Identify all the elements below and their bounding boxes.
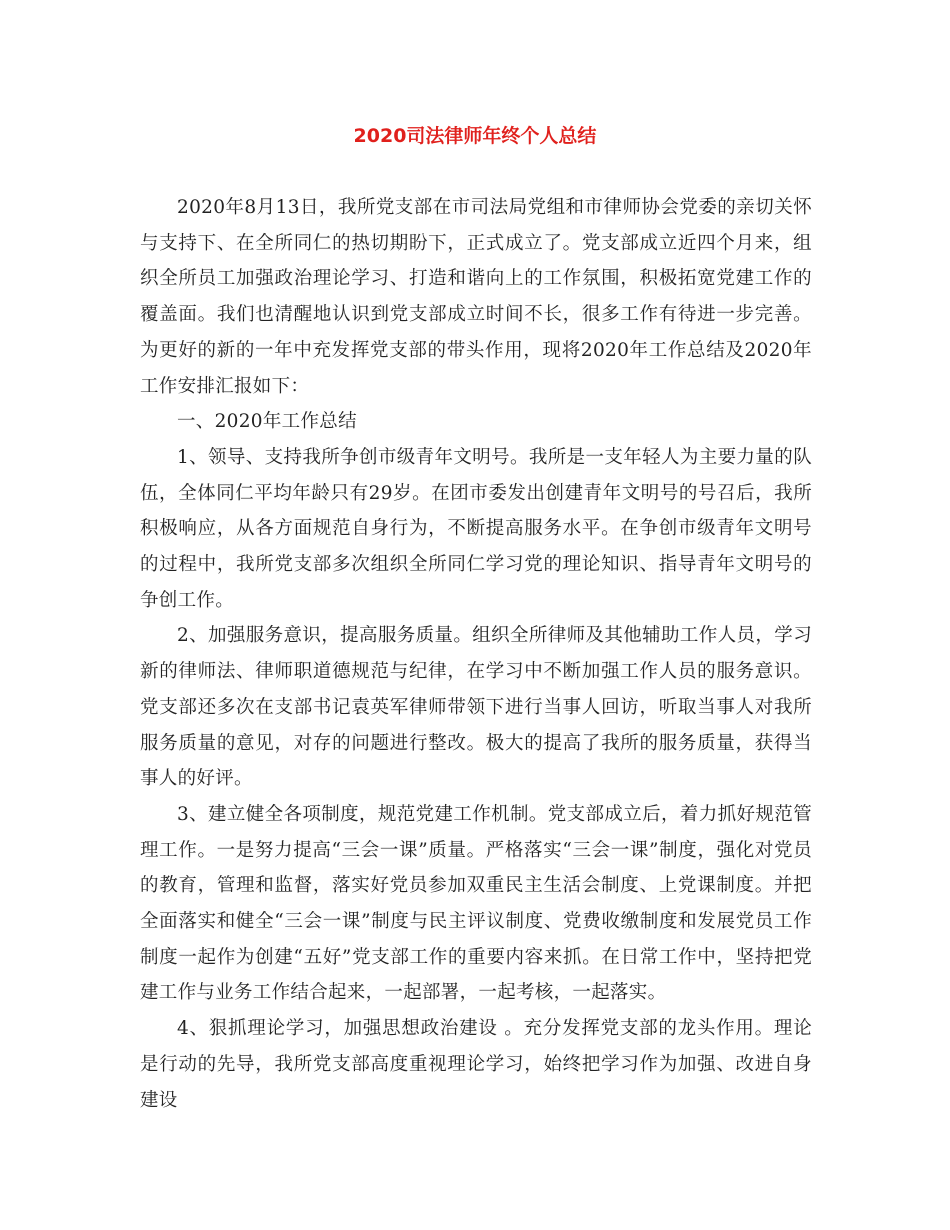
paragraph-item-2: 2、加强服务意识，提高服务质量。组织全所律师及其他辅助工作人员，学习新的律师法、律师职道德规范与纪律，在学习中不断加强工作人员的服务意识。党支部还多次在支部书记袁英军律师带领下进行当事人回访，听取当事人对我所服务质量的意见，对存的问题进行整改。极大的提高了我所的服务质量，获得当事人的好评。: [140, 625, 812, 790]
paragraph-item-1: 1、领导、支持我所争创市级青年文明号。我所是一支年轻人为主要力量的队伍，全体同仁平均年龄只有29岁。在团市委发出创建青年文明号的号召后，我所积极响应，从各方面规范自身行为，不断提高服务水平。在争创市级青年文明号的过程中，我所党支部多次组织全所同仁学习党的理论知识、指导青年文明号的争创工作。: [140, 446, 812, 611]
paragraph-item-3: 3、建立健全各项制度，规范党建工作机制。党支部成立后，着力抓好规范管理工作。一是努力提高“三会一课”质量。严格落实“三会一课”制度，强化对党员的教育，管理和监督，落实好党员参加双重民主生活会制度、上党课制度。并把全面落实和健全“三会一课”制度与民主评议制度、党费收缴制度和发展党员工作制度一起作为创建“五好”党支部工作的重要内容来抓。在日常工作中，坚持把党建工作与业务工作结合起来，一起部署，一起考核，一起落实。: [140, 803, 812, 1004]
paragraph-item-4: 4、狠抓理论学习，加强思想政治建设 。充分发挥党支部的龙头作用。理论是行动的先导，我所党支部高度重视理论学习，始终把学习作为加强、改进自身建设: [140, 1018, 812, 1111]
paragraph-intro: 2020年8月13日，我所党支部在市司法局党组和市律师协会党委的亲切关怀与支持下、在全所同仁的热切期盼下，正式成立了。党支部成立近四个月来，组织全所员工加强政治理论学习、打造和谐向上的工作氛围，积极拓宽党建工作的覆盖面。我们也清醒地认识到党支部成立时间不长，很多工作有待进一步完善。为更好的新的一年中充发挥党支部的带头作用，现将2020年工作总结及2020年工作安排汇报如下：: [140, 197, 812, 397]
section-heading-summary: 一、2020年工作总结: [177, 411, 357, 433]
document-body: [140, 190, 812, 1118]
document-title: 2020司法律师年终个人总结: [353, 125, 597, 147]
